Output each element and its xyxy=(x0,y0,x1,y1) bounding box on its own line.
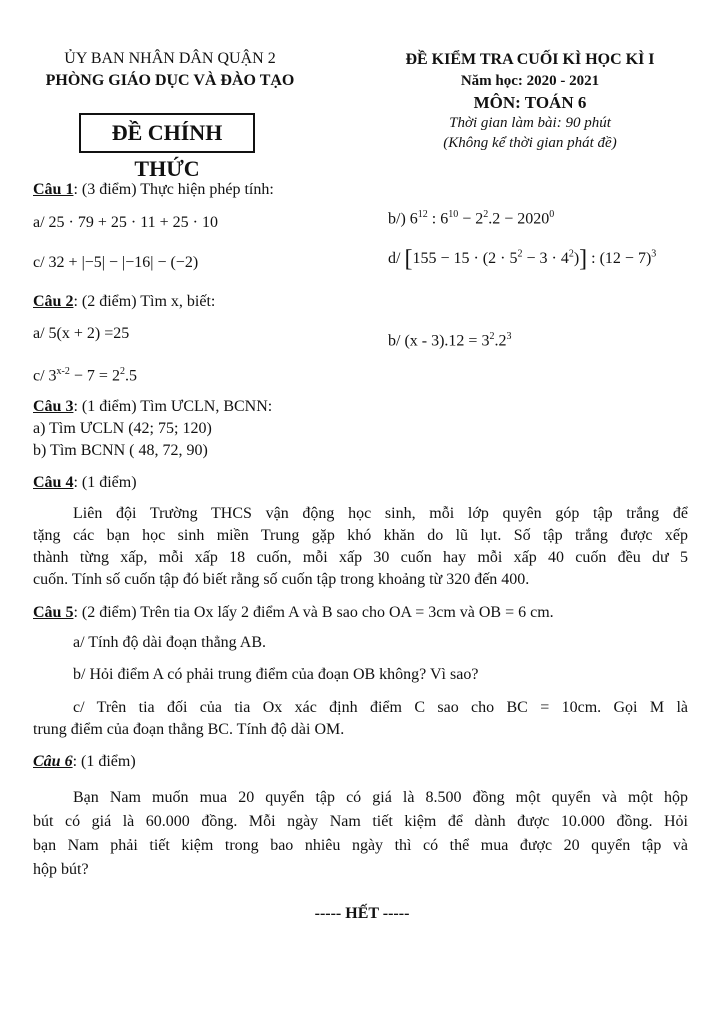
question-2b xyxy=(388,331,511,350)
question-3-points: : (1 điểm) Tìm ƯCLN, BCNN: xyxy=(73,398,273,415)
official-stamp: ĐỀ CHÍNH THỨC xyxy=(79,113,255,153)
question-2-label: Câu 2 xyxy=(33,293,74,310)
q1d-right-bracket: ] xyxy=(579,246,588,272)
question-4-heading xyxy=(33,474,137,492)
q2b-prefix: b/ (x - 3).12 = 3 xyxy=(388,332,490,350)
question-1d xyxy=(388,246,656,273)
question-1-points: : (3 điểm) Thực hiện phép tính: xyxy=(73,181,274,198)
committee-name: ỦY BAN NHÂN DÂN QUẬN 2 xyxy=(64,50,276,67)
q2c-end: .5 xyxy=(124,367,137,385)
q5c-line-2: trung điểm của đoạn thẳng BC. Tính độ dài OM. xyxy=(33,721,345,738)
question-4-label: Câu 4 xyxy=(33,474,74,491)
q1b-exp1: 12 xyxy=(417,209,428,220)
q4-line-2: tặng các bạn học sinh miền Trung gặp khó khăn do lũ lụt. Số tập trắng được xếp xyxy=(33,527,688,544)
q4-line-1: Liên đội Trường THCS vận động học sinh, mỗi lớp quyên góp tập trắng để xyxy=(73,505,688,522)
q1d-exp2: 2 xyxy=(568,248,574,260)
question-3-label: Câu 3 xyxy=(33,398,74,415)
q2c-exp2: 2 xyxy=(119,366,125,377)
question-5-heading xyxy=(33,604,554,622)
q1b-mid3: .2 − 2020 xyxy=(488,210,550,228)
q2c-mid: − 7 = 2 xyxy=(69,367,120,385)
q4-line-4: cuốn. Tính số cuốn tập đó biết rằng số cuốn tập trong khoảng từ 320 đến 400. xyxy=(33,571,530,588)
q1d-prefix: d/ xyxy=(388,250,405,267)
time-limit: Thời gian làm bài: 90 phút xyxy=(449,115,611,131)
question-4-body xyxy=(33,503,688,591)
q1d-exp3: 3 xyxy=(651,248,657,260)
question-4-points: : (1 điểm) xyxy=(73,474,137,491)
q1b-exp4: 0 xyxy=(549,209,555,220)
q1d-exp1: 2 xyxy=(517,248,523,260)
q6-line-3: bạn Nam phải tiết kiệm trong bao nhiêu ngày thì có thể mua được 20 quyển tập và xyxy=(33,837,688,854)
q5c-line-1: c/ Trên tia đối của tia Ox xác định điểm C sao cho BC = 10cm. Gọi M là xyxy=(73,699,688,716)
q1d-mid4: : (12 − 7) xyxy=(587,250,652,267)
q4-line-3: thành từng xấp, mỗi xấp 18 cuốn, mỗi xấp 30 cuốn hay mỗi xấp 40 cuốn đều dư 5 xyxy=(33,549,688,566)
time-note: (Không kể thời gian phát đề) xyxy=(443,135,617,151)
question-2c xyxy=(33,366,137,385)
q1d-mid3: ) xyxy=(573,250,580,267)
subject: MÔN: TOÁN 6 xyxy=(473,93,587,112)
q2b-mid: .2 xyxy=(494,332,507,350)
question-5-label: Câu 5 xyxy=(33,604,74,621)
q1d-mid1: 155 − 15 · (2 · 5 xyxy=(412,250,518,267)
question-6-heading xyxy=(33,753,136,771)
question-3-heading xyxy=(33,398,272,416)
q2b-exp1: 2 xyxy=(489,331,495,342)
end-marker: ----- HẾT ----- xyxy=(314,905,410,922)
q1d-left-bracket: [ xyxy=(404,246,413,272)
q1b-exp2: 10 xyxy=(448,209,459,220)
question-1-heading xyxy=(33,181,274,199)
question-6-body xyxy=(33,786,688,882)
question-5c xyxy=(33,697,688,741)
q6-line-2: bút có giá là 60.000 đồng. Mỗi ngày Nam tiết kiệm để dành được 10.000 đồng. Hỏi xyxy=(33,813,688,830)
school-year: Năm học: 2020 - 2021 xyxy=(460,73,600,89)
q6-line-1: Bạn Nam muốn mua 20 quyển tập có giá là 8.500 đồng một quyển và một hộp xyxy=(73,789,688,806)
q6-line-4: hộp bút? xyxy=(33,861,89,878)
q1b-mid1: : 6 xyxy=(427,210,449,228)
department-name: PHÒNG GIÁO DỤC VÀ ĐÀO TẠO xyxy=(45,72,295,89)
question-1c: c/ 32 + |−5| − |−16| − (−2) xyxy=(33,254,199,271)
question-1-label: Câu 1 xyxy=(33,181,74,198)
q2c-prefix: c/ 3 xyxy=(33,367,57,385)
q2b-exp2: 3 xyxy=(506,331,512,342)
question-5b: b/ Hỏi điểm A có phải trung điểm của đoạn OB không? Vì sao? xyxy=(73,666,479,683)
question-1b xyxy=(388,209,554,228)
question-1a: a/ 25 · 79 + 25 · 11 + 25 · 10 xyxy=(33,214,218,231)
q1b-exp3: 2 xyxy=(483,209,489,220)
question-5a: a/ Tính độ dài đoạn thẳng AB. xyxy=(73,634,267,651)
q1d-mid2: − 3 · 4 xyxy=(522,250,569,267)
question-2a: a/ 5(x + 2) =25 xyxy=(33,325,130,342)
q1b-mid2: − 2 xyxy=(458,210,484,228)
question-3a: a) Tìm ƯCLN (42; 75; 120) xyxy=(33,420,212,437)
question-6-label: Câu 6 xyxy=(33,753,73,770)
question-5-points: : (2 điểm) Trên tia Ox lấy 2 điểm A và B sao cho OA = 3cm và OB = 6 cm. xyxy=(73,604,554,621)
question-3b: b) Tìm BCNN ( 48, 72, 90) xyxy=(33,442,208,459)
question-2-heading xyxy=(33,293,215,311)
question-6-points: : (1 điểm) xyxy=(72,753,136,770)
exam-title: ĐỀ KIỂM TRA CUỐI KÌ HỌC KÌ I xyxy=(405,51,655,68)
q1b-prefix: b/) 6 xyxy=(388,210,418,228)
question-2-points: : (2 điểm) Tìm x, biết: xyxy=(73,293,216,310)
q2c-exp1: x-2 xyxy=(56,366,70,377)
